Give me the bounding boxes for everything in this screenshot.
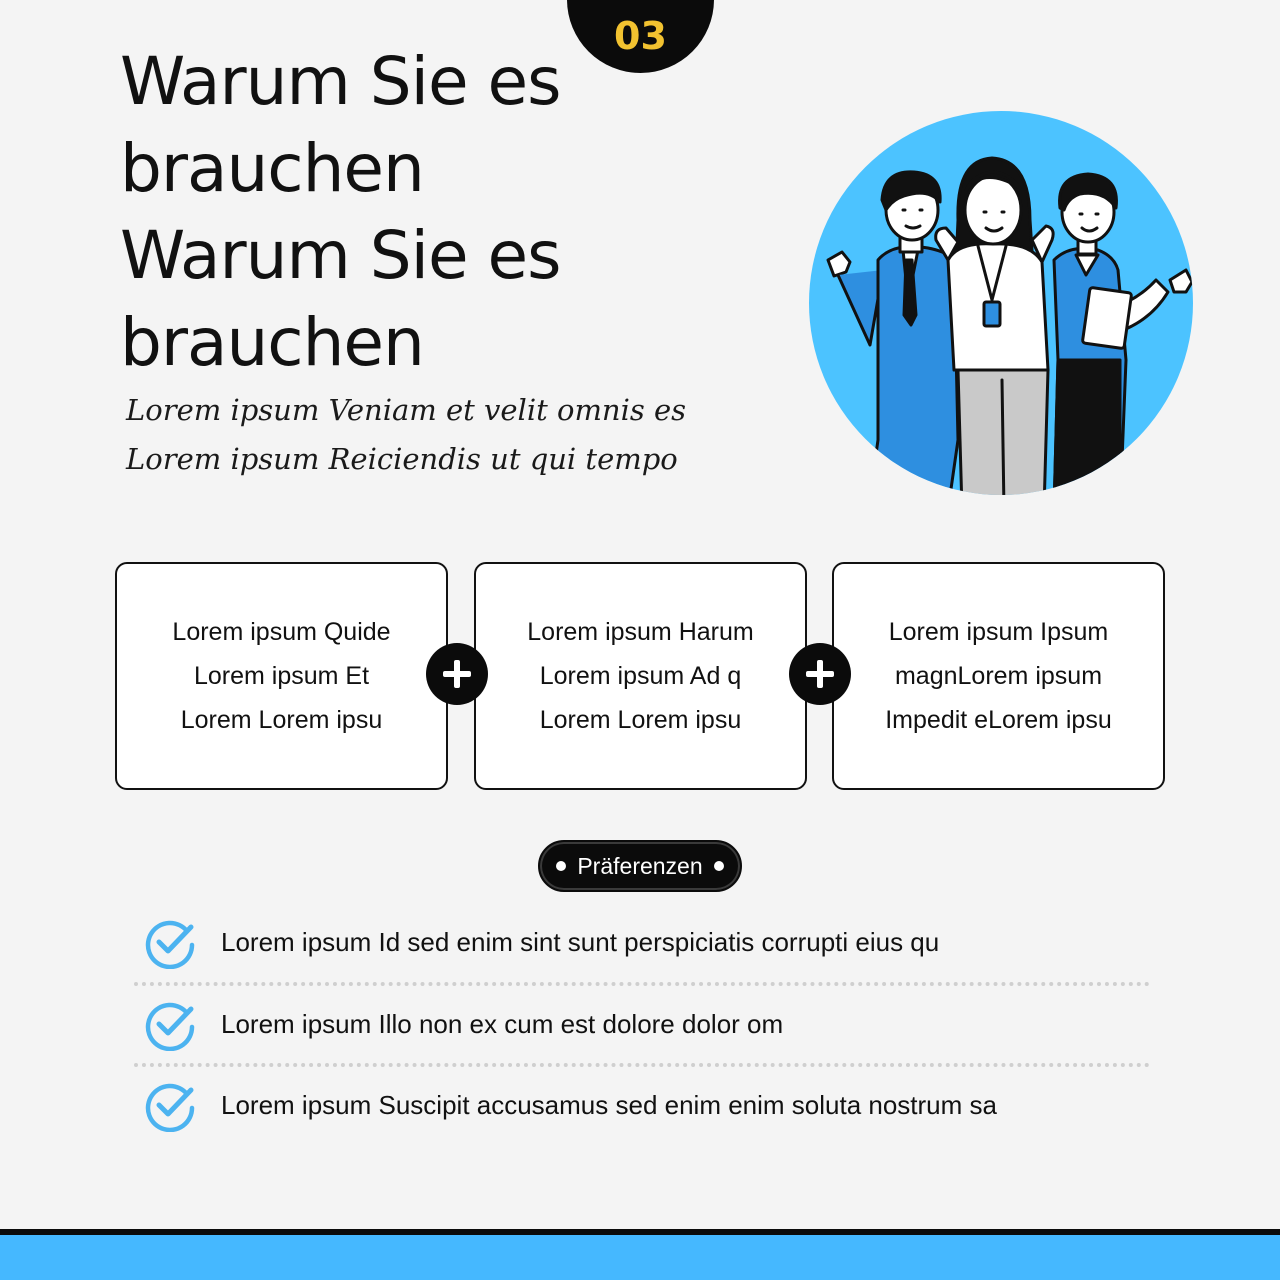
- card-3: [832, 562, 1165, 790]
- checklist-item-text: Lorem ipsum Suscipit accusamus sed enim enim soluta nostrum sa: [221, 1089, 997, 1120]
- preferences-label: Präferenzen: [577, 852, 703, 879]
- dotted-divider: [134, 1063, 1150, 1067]
- card-1-line-3: Lorem Lorem ipsu: [180, 706, 383, 734]
- card-2: [474, 562, 807, 790]
- dotted-divider: [134, 982, 1150, 986]
- check-circle-icon: [143, 997, 197, 1051]
- preferences-pill: [538, 840, 742, 892]
- subtitle-line-2: Lorem ipsum Reiciendis ut qui tempo: [126, 442, 678, 476]
- checklist-item: [143, 994, 1153, 1054]
- checklist-item-text: Lorem ipsum Illo non ex cum est dolore dolor om: [221, 1008, 784, 1039]
- pill-dot-left: [556, 861, 566, 871]
- subtitle: [126, 386, 766, 484]
- card-1: [115, 562, 448, 790]
- pill-dot-right: [714, 861, 724, 871]
- check-circle-icon: [143, 1078, 197, 1132]
- check-circle-icon: [143, 915, 197, 969]
- card-3-line-2: magnLorem ipsum: [894, 662, 1103, 690]
- card-1-line-2: Lorem ipsum Et: [193, 662, 370, 690]
- card-2-line-1: Lorem ipsum Harum: [527, 618, 754, 646]
- card-3-line-3: Impedit eLorem ipsu: [885, 706, 1112, 734]
- card-3-line-1: Lorem ipsum Ipsum: [888, 618, 1109, 646]
- footer-bar: [0, 1229, 1280, 1280]
- page-number: 03: [614, 14, 667, 58]
- checklist-item-text: Lorem ipsum Id sed enim sint sunt perspiciatis corrupti eius qu: [221, 926, 940, 957]
- subtitle-line-1: Lorem ipsum Veniam et velit omnis es: [126, 393, 687, 427]
- checklist-item: [143, 912, 1153, 972]
- card-1-line-1: Lorem ipsum Quide: [172, 618, 391, 646]
- plus-icon: [789, 643, 851, 705]
- plus-icon: [426, 643, 488, 705]
- card-2-line-2: Lorem ipsum Ad q: [539, 662, 742, 690]
- team-celebrating-illustration: [808, 110, 1194, 496]
- checklist-item: [143, 1075, 1153, 1135]
- page-title: Warum Sie es brauchen Warum Sie es brauchen: [120, 43, 561, 381]
- card-2-line-3: Lorem Lorem ipsu: [539, 706, 742, 734]
